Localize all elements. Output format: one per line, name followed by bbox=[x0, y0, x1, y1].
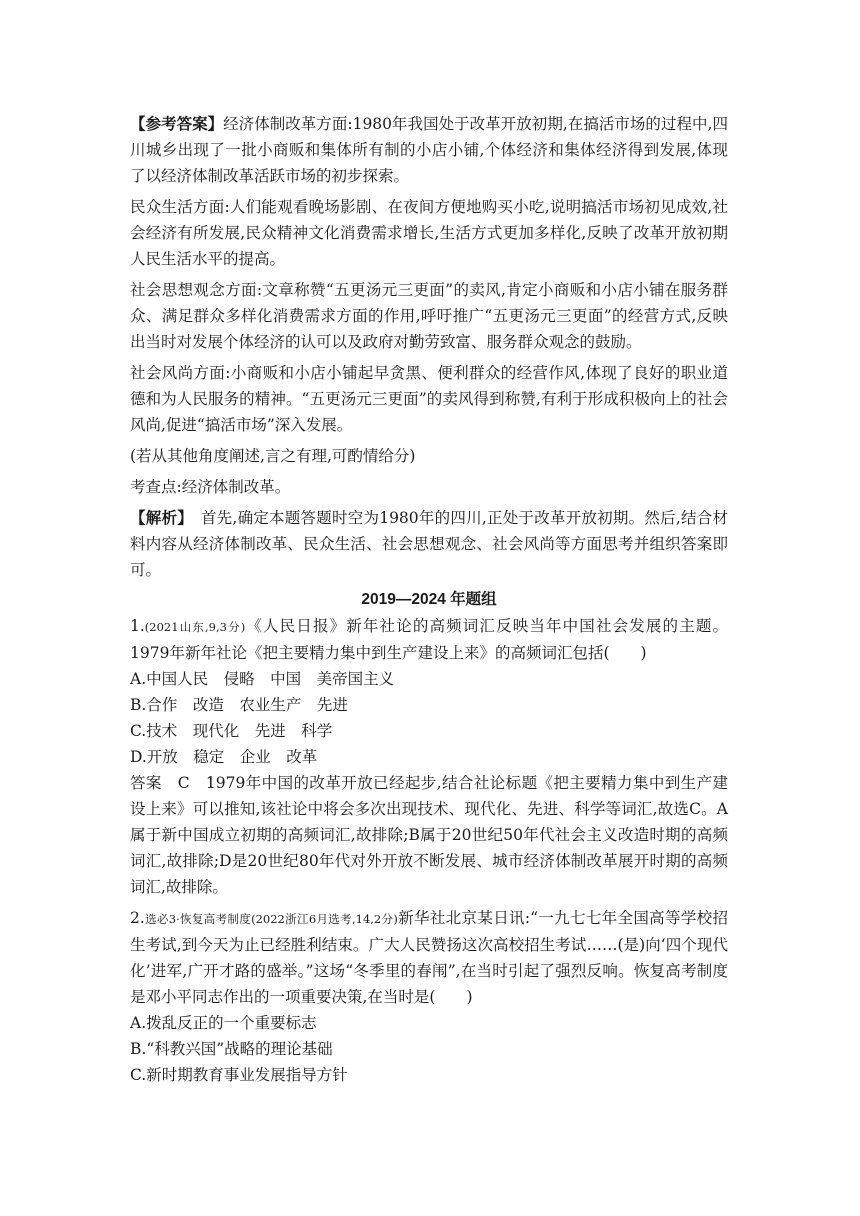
answer-paragraph-3: 社会思想观念方面:文章称赞“五更汤元三更面”的卖风,肯定小商贩和小店小铺在服务群众、满足群众多样化消费需求方面的作用,呼吁推广“五更汤元三更面”的经营方式,反映出当时对发展个体经济的认可以及政府对勤劳致富、服务群众观念的鼓励。 bbox=[130, 281, 728, 351]
answer-paragraph-1 bbox=[130, 111, 728, 189]
question-1-number: 1. bbox=[130, 617, 145, 635]
analysis-paragraph bbox=[130, 505, 728, 583]
page-content bbox=[130, 111, 728, 1088]
question-2-number: 2. bbox=[130, 909, 145, 927]
question-1-option-d: D.开放 稳定 企业 改革 bbox=[130, 748, 318, 766]
question-2-option-c: C.新时期教育事业发展指导方针 bbox=[130, 1066, 348, 1084]
answer-label: 【参考答案】 bbox=[130, 114, 224, 133]
question-1-source: (2021山东,9,3分) bbox=[144, 620, 246, 634]
scoring-note: (若从其他角度阐述,言之有理,可酌情给分) bbox=[130, 447, 416, 465]
answer-text-1: 经济体制改革方面:1980年我国处于改革开放初期,在搞活市场的过程中,四川城乡出现了一批小商贩和集体所有制的小店小铺,个体经济和集体经济得到发展,体现了以经济体制改革活跃市场的初步探索。 bbox=[130, 115, 728, 185]
section-title: 2019—2024 年题组 bbox=[361, 591, 497, 608]
kaochadian: 考查点:经济体制改革。 bbox=[130, 478, 291, 496]
answer-paragraph-2: 民众生活方面:人们能观看晚场影剧、在夜间方便地购买小吃,说明搞活市场初见成效,社会经济有所发展,民众精神文化消费需求增长,生活方式更加多样化,反映了改革开放初期人民生活水平的提高。 bbox=[130, 198, 728, 268]
question-2-source: 选必3·恢复高考制度(2022浙江6月选考,14,2分) bbox=[144, 912, 398, 926]
question-1-stem bbox=[130, 613, 728, 666]
question-2-text: 新华社北京某日讯:“一九七七年全国高等学校招生考试,到今天为止已经胜利结束。广大人民赞扬这次高校招生考试……(是)向‘四个现代化’进军,广开才路的盛举。”这场“冬季里的春闱”,在当时引起了强烈反响。恢复高考制度是邓小平同志作出的一项重要决策,在当时是( ) bbox=[130, 909, 728, 1006]
analysis-label: 【解析】 bbox=[130, 508, 186, 527]
question-1-option-c: C.技术 现代化 先进 科学 bbox=[130, 722, 333, 740]
question-2-stem bbox=[130, 905, 728, 1010]
answer-paragraph-4: 社会风尚方面:小商贩和小店小铺起早贪黑、便利群众的经营作风,体现了良好的职业道德和为人民服务的精神。“五更汤元三更面”的卖风得到称赞,有利于形成积极向上的社会风尚,促进“搞活市场”深入发展。 bbox=[130, 364, 728, 434]
question-2-option-a: A.拨乱反正的一个重要标志 bbox=[130, 1014, 317, 1032]
analysis-text: 首先,确定本题答题时空为1980年的四川,正处于改革开放初期。然后,结合材料内容从经济体制改革、民众生活、社会思想观念、社会风尚等方面思考并组织答案即可。 bbox=[130, 509, 728, 579]
question-1-text: 《人民日报》新年社论的高频词汇反映当年中国社会发展的主题。1979年新年社论《把主要精力集中到生产建设上来》的高频词汇包括( ) bbox=[130, 617, 728, 662]
question-1-option-a: A.中国人民 侵略 中国 美帝国主义 bbox=[130, 670, 395, 688]
question-1-answer: 答案 C 1979年中国的改革开放已经起步,结合社论标题《把主要精力集中到生产建设上来》可以推知,该社论中将会多次出现技术、现代化、先进、科学等词汇,故选C。A属于新中国成立初期的高频词汇,故排除;B属于20世纪50年代社会主义改造时期的高频词汇,故排除;D是20世纪80年代对外开放不断发展、城市经济体制改革展开时期的高频词汇,故排除。 bbox=[130, 774, 728, 896]
question-1-option-b: B.合作 改造 农业生产 先进 bbox=[130, 696, 348, 714]
question-2-option-b: B.“科教兴国”战略的理论基础 bbox=[130, 1040, 333, 1058]
